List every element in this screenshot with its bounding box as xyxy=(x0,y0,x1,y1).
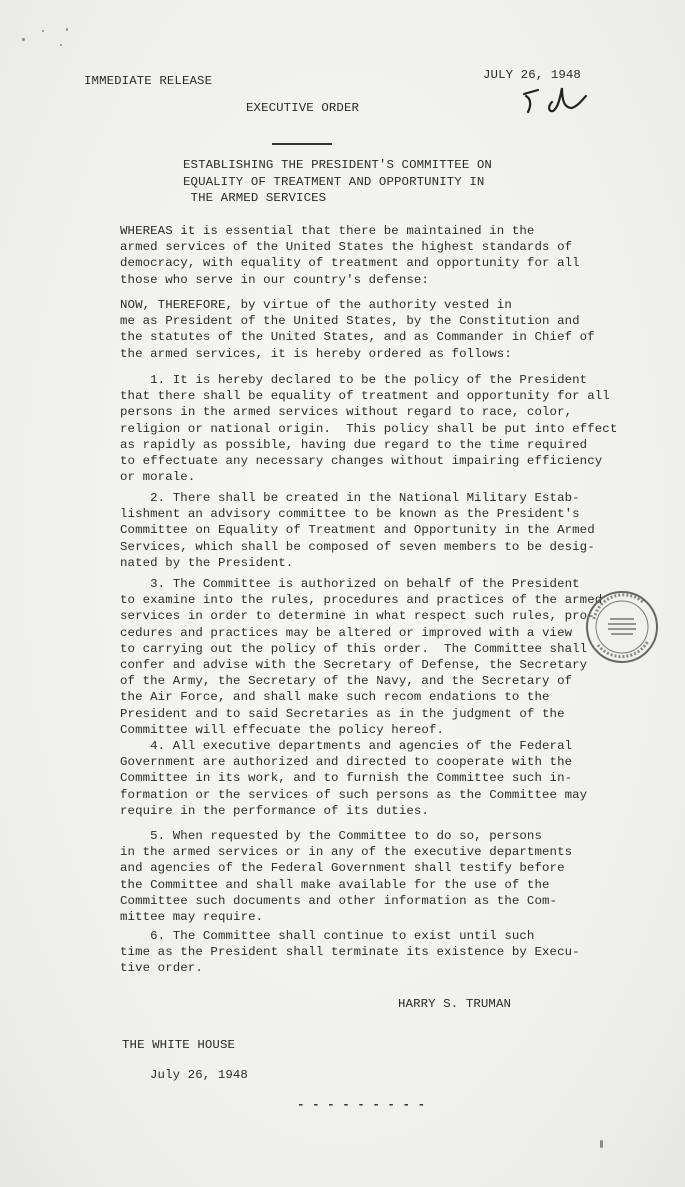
paper-speck xyxy=(66,28,68,31)
signer-name: HARRY S. TRUMAN xyxy=(398,997,512,1011)
order-heading: ESTABLISHING THE PRESIDENT'S COMMITTEE ON EQUALITY OF TREATMENT AND OPPORTUNITY IN THE ARMED SERVICES xyxy=(183,158,492,205)
section-6-paragraph: 6. The Committee shall continue to exist until such time as the President shall terminate its existence by Execu- tive order. xyxy=(120,929,580,976)
section-1-paragraph: 1. It is hereby declared to be the policy of the President that there shall be equality of treatment and opportunity for all persons in the armed services without regard to race, color, religion or national origin. This policy shall be put into effect as rapidly as possible, having due regard to the time required to effectuate any necessary changes without impairing efficiency or morale. xyxy=(120,373,618,485)
order-title: EXECUTIVE ORDER xyxy=(246,101,360,115)
header-date: JULY 26, 1948 xyxy=(483,68,581,82)
section-3-paragraph: 3. The Committee is authorized on behalf of the President to examine into the rules, procedures and practices of the armed services in order to determine in what respect such rules, pro- cedures and practices may be altered or improved with a view to carrying out the policy of this order. The Committee shall confer and advise with the Secretary of Defense, the Secretary of the Army, the Secretary of the Navy, and the Secretary of the Air Force, and shall make such recom endations to the President and to said Secretaries as in the judgment of the Committee will effecuate the policy hereof. xyxy=(120,577,603,737)
now-therefore-paragraph: NOW, THEREFORE, by virtue of the authority vested in me as President of the United States, by the Constitution and the statutes of the United States, and as Commander in Chief of the armed services, it is hereby ordered as follows: xyxy=(120,298,595,361)
release-label: IMMEDIATE RELEASE xyxy=(84,74,213,88)
paper-speck xyxy=(42,30,44,32)
footer-date: July 26, 1948 xyxy=(150,1068,248,1082)
whereas-paragraph: WHEREAS it is essential that there be maintained in the armed services of the United States the highest standards of democracy, with equality of treatment and opportunity for all those who serve in our country's defense: xyxy=(120,224,580,287)
section-5-paragraph: 5. When requested by the Committee to do so, persons in the armed services or in any of the executive departments and agencies of the Federal Government shall testify before the Committee and shall make available for the use of the Committee such documents and other information as the Com- mittee may require. xyxy=(120,829,573,925)
paper-speck xyxy=(60,44,62,46)
section-4-paragraph: 4. All executive departments and agencies of the Federal Government are authorized and directed to cooperate with the Committee in its work, and to furnish the Committee such in- formation or the services of such persons as the Committee may require in the performance of its duties. xyxy=(120,739,588,818)
closing-dashes: - - - - - - - - - xyxy=(297,1098,426,1112)
paper-speck xyxy=(600,1140,603,1148)
title-rule xyxy=(272,143,332,145)
section-2-paragraph: 2. There shall be created in the National Military Estab- lishment an advisory committee to be known as the President's Committee on Equality of Treatment and Opportunity in the Armed Services, which shall be composed of seven members to be desig- nated by the President. xyxy=(120,491,595,570)
library-stamp-icon xyxy=(584,589,660,665)
handwritten-initials-icon xyxy=(522,78,592,118)
paper-speck xyxy=(22,38,25,41)
issuing-place: THE WHITE HOUSE xyxy=(122,1038,236,1052)
